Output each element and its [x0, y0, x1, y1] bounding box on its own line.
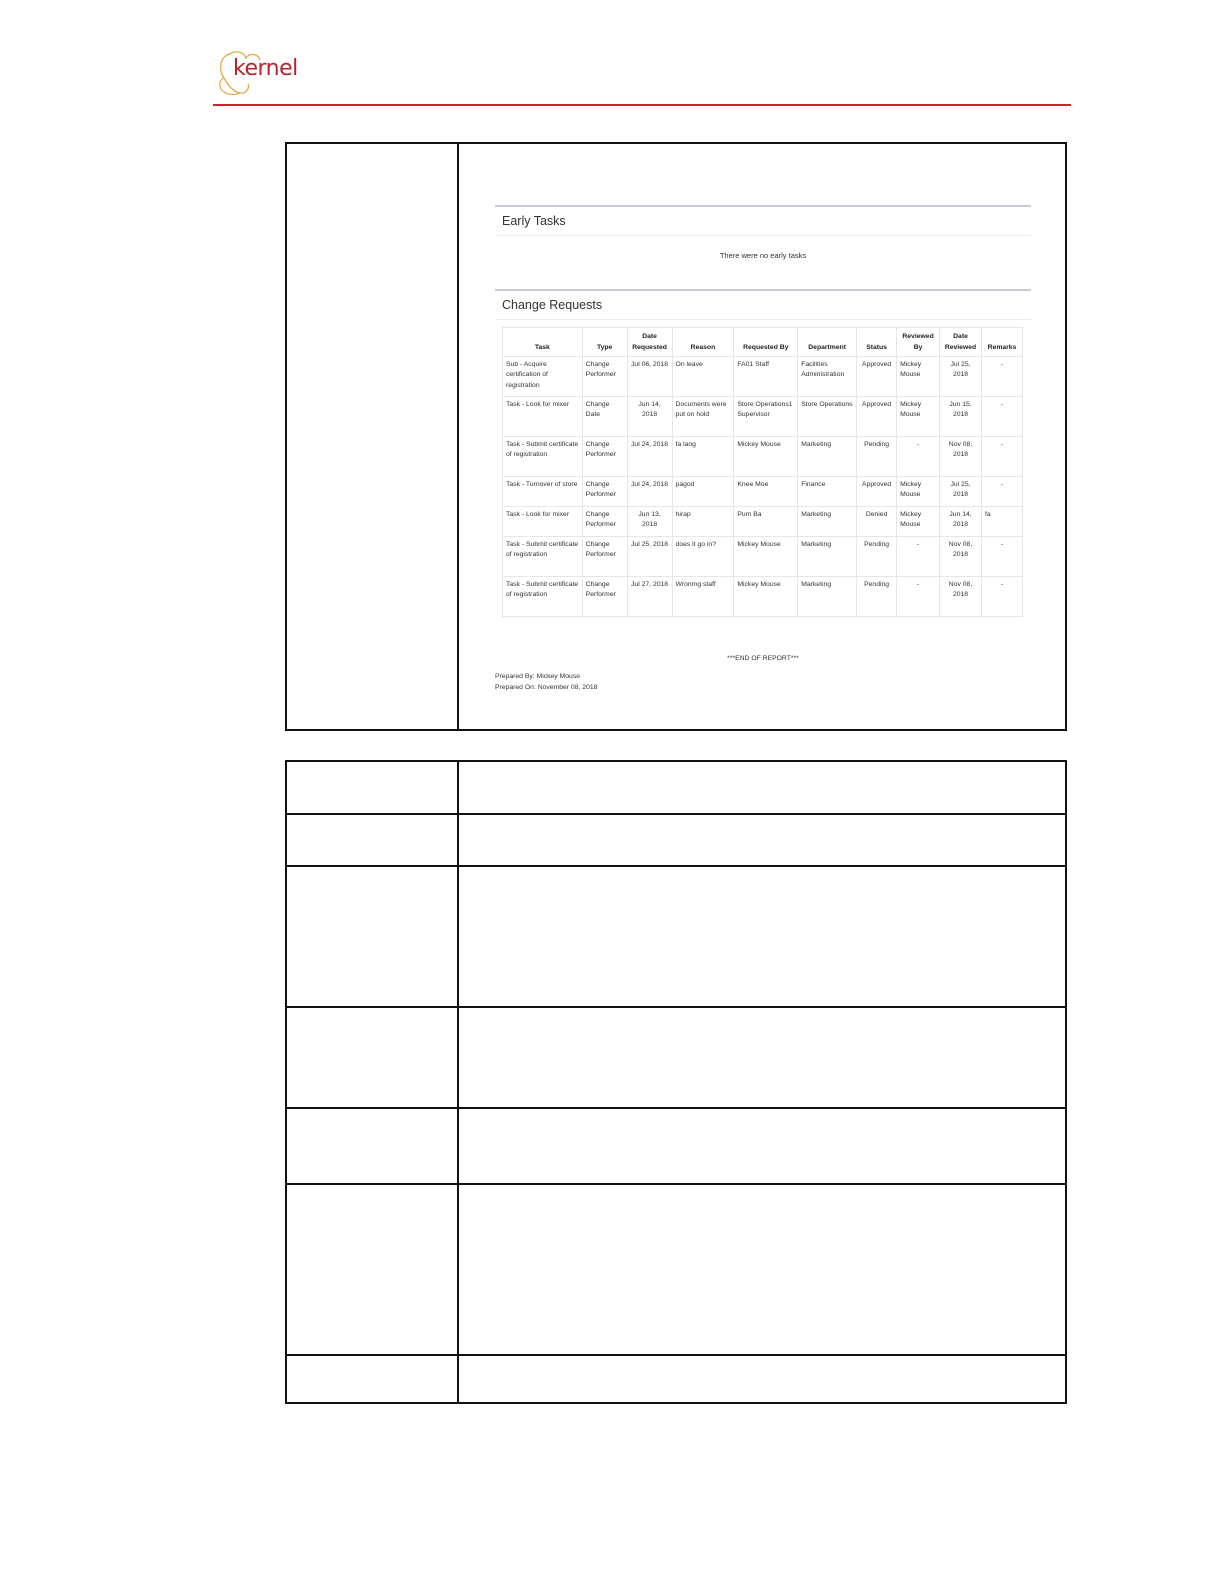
column-header: Requested By: [734, 328, 798, 357]
column-header: Date Reviewed: [940, 328, 982, 357]
section-sub-rule: [495, 235, 1031, 236]
table-row: [503, 357, 1023, 397]
section-rule: [495, 289, 1031, 291]
table-cell: Change Performer: [582, 437, 627, 477]
row-divider: [287, 1006, 1065, 1008]
table-cell: -: [981, 397, 1022, 437]
table-cell: Jun 14, 2018: [627, 397, 672, 437]
table-cell: Task - Submit certificate of registration: [503, 537, 583, 577]
table-cell: Nov 08, 2018: [940, 537, 982, 577]
end-of-report: ***END OF REPORT***: [727, 655, 799, 662]
table-cell: pagod: [672, 477, 734, 507]
table-cell: Jun 13, 2018: [627, 507, 672, 537]
row-divider: [287, 813, 1065, 815]
logo-text: kernel: [233, 56, 298, 81]
column-header: Department: [798, 328, 857, 357]
table-cell: Jun 15, 2018: [940, 397, 982, 437]
table-cell: Change Performer: [582, 477, 627, 507]
kernel-logo: [216, 48, 326, 98]
table-row: [503, 507, 1023, 537]
table-cell: Task - Look for mixer: [503, 397, 583, 437]
column-divider: [457, 144, 459, 729]
column-header: Task: [503, 328, 583, 357]
row-divider: [287, 865, 1065, 867]
prepared-on: Prepared On: November 08, 2018: [495, 684, 598, 691]
table-cell: Sub - Acquire certification of registration: [503, 357, 583, 397]
table-header-row: [503, 328, 1023, 357]
early-tasks-empty-message: There were no early tasks: [719, 251, 807, 260]
table-cell: Jul 24, 2018: [627, 477, 672, 507]
table-cell: Task - Look for mixer: [503, 507, 583, 537]
table-cell: Nov 08, 2018: [940, 437, 982, 477]
table-cell: Marketing: [798, 537, 857, 577]
change-requests-table: [502, 327, 1023, 617]
column-header: Type: [582, 328, 627, 357]
table-cell: does it go in?: [672, 537, 734, 577]
table-row: [503, 437, 1023, 477]
table-cell: Change Performer: [582, 507, 627, 537]
table-cell: Jul 27, 2018: [627, 577, 672, 617]
table-cell: Mickey Mouse: [734, 577, 798, 617]
table-cell: Finance: [798, 477, 857, 507]
table-cell: Change Date: [582, 397, 627, 437]
table-cell: Facilities Administration: [798, 357, 857, 397]
table-cell: Jul 25, 2018: [940, 357, 982, 397]
table-cell: Mickey Mouse: [734, 437, 798, 477]
table-cell: -: [981, 537, 1022, 577]
early-tasks-title: Early Tasks: [502, 214, 566, 228]
table-cell: Approved: [857, 477, 897, 507]
section-rule: [495, 205, 1031, 207]
table-cell: Documents were put on hold: [672, 397, 734, 437]
table-cell: Jun 14, 2018: [940, 507, 982, 537]
table-cell: -: [897, 437, 940, 477]
table-cell: Marketing: [798, 507, 857, 537]
column-header: Reason: [672, 328, 734, 357]
table-cell: Task - Turnover of store: [503, 477, 583, 507]
table-row: [503, 577, 1023, 617]
table-cell: Task - Submit certificate of registration: [503, 577, 583, 617]
table-cell: Knee Moe: [734, 477, 798, 507]
table-cell: Jul 06, 2018: [627, 357, 672, 397]
table-cell: hirap: [672, 507, 734, 537]
table-cell: Mickey Mouse: [897, 357, 940, 397]
table-cell: FA01 Staff: [734, 357, 798, 397]
table-cell: Task - Submit certificate of registration: [503, 437, 583, 477]
table-cell: Pum Ba: [734, 507, 798, 537]
table-cell: Pending: [857, 537, 897, 577]
column-divider: [457, 762, 459, 1402]
table-cell: Nov 08, 2018: [940, 577, 982, 617]
table-cell: On leave: [672, 357, 734, 397]
table-cell: Jul 24, 2018: [627, 437, 672, 477]
column-header: Remarks: [981, 328, 1022, 357]
section-sub-rule: [495, 319, 1031, 320]
table-cell: Change Performer: [582, 357, 627, 397]
table-cell: Denied: [857, 507, 897, 537]
table-cell: Mickey Mouse: [897, 477, 940, 507]
table-row: [503, 397, 1023, 437]
table-cell: -: [981, 477, 1022, 507]
column-header: Status: [857, 328, 897, 357]
table-cell: -: [981, 357, 1022, 397]
table-cell: fa lang: [672, 437, 734, 477]
table-cell: -: [897, 537, 940, 577]
table-cell: Wronmg staff: [672, 577, 734, 617]
table-cell: Change Performer: [582, 537, 627, 577]
empty-form-table: [285, 760, 1067, 1404]
row-divider: [287, 1107, 1065, 1109]
table-cell: Marketing: [798, 577, 857, 617]
table-cell: -: [981, 577, 1022, 617]
table-cell: -: [981, 437, 1022, 477]
table-cell: fa: [981, 507, 1022, 537]
row-divider: [287, 1354, 1065, 1356]
table-row: [503, 537, 1023, 577]
table-cell: Mickey Mouse: [897, 507, 940, 537]
table-cell: Jul 25, 2018: [627, 537, 672, 577]
header-rule: [213, 104, 1071, 106]
table-cell: Pending: [857, 437, 897, 477]
prepared-by: Prepared By: Mickey Mouse: [495, 673, 580, 680]
table-cell: Pending: [857, 577, 897, 617]
table-cell: Change Performer: [582, 577, 627, 617]
table-cell: -: [897, 577, 940, 617]
table-cell: Marketing: [798, 437, 857, 477]
table-cell: Mickey Mouse: [734, 537, 798, 577]
table-cell: Store Operations1 Supervisor: [734, 397, 798, 437]
row-divider: [287, 1183, 1065, 1185]
table-cell: Mickey Mouse: [897, 397, 940, 437]
table-cell: Store Operations: [798, 397, 857, 437]
column-header: Reviewed By: [897, 328, 940, 357]
column-header: Date Requested: [627, 328, 672, 357]
table-cell: Approved: [857, 397, 897, 437]
table-cell: Jul 25, 2018: [940, 477, 982, 507]
table-cell: Approved: [857, 357, 897, 397]
table-row: [503, 477, 1023, 507]
change-requests-title: Change Requests: [502, 298, 603, 312]
